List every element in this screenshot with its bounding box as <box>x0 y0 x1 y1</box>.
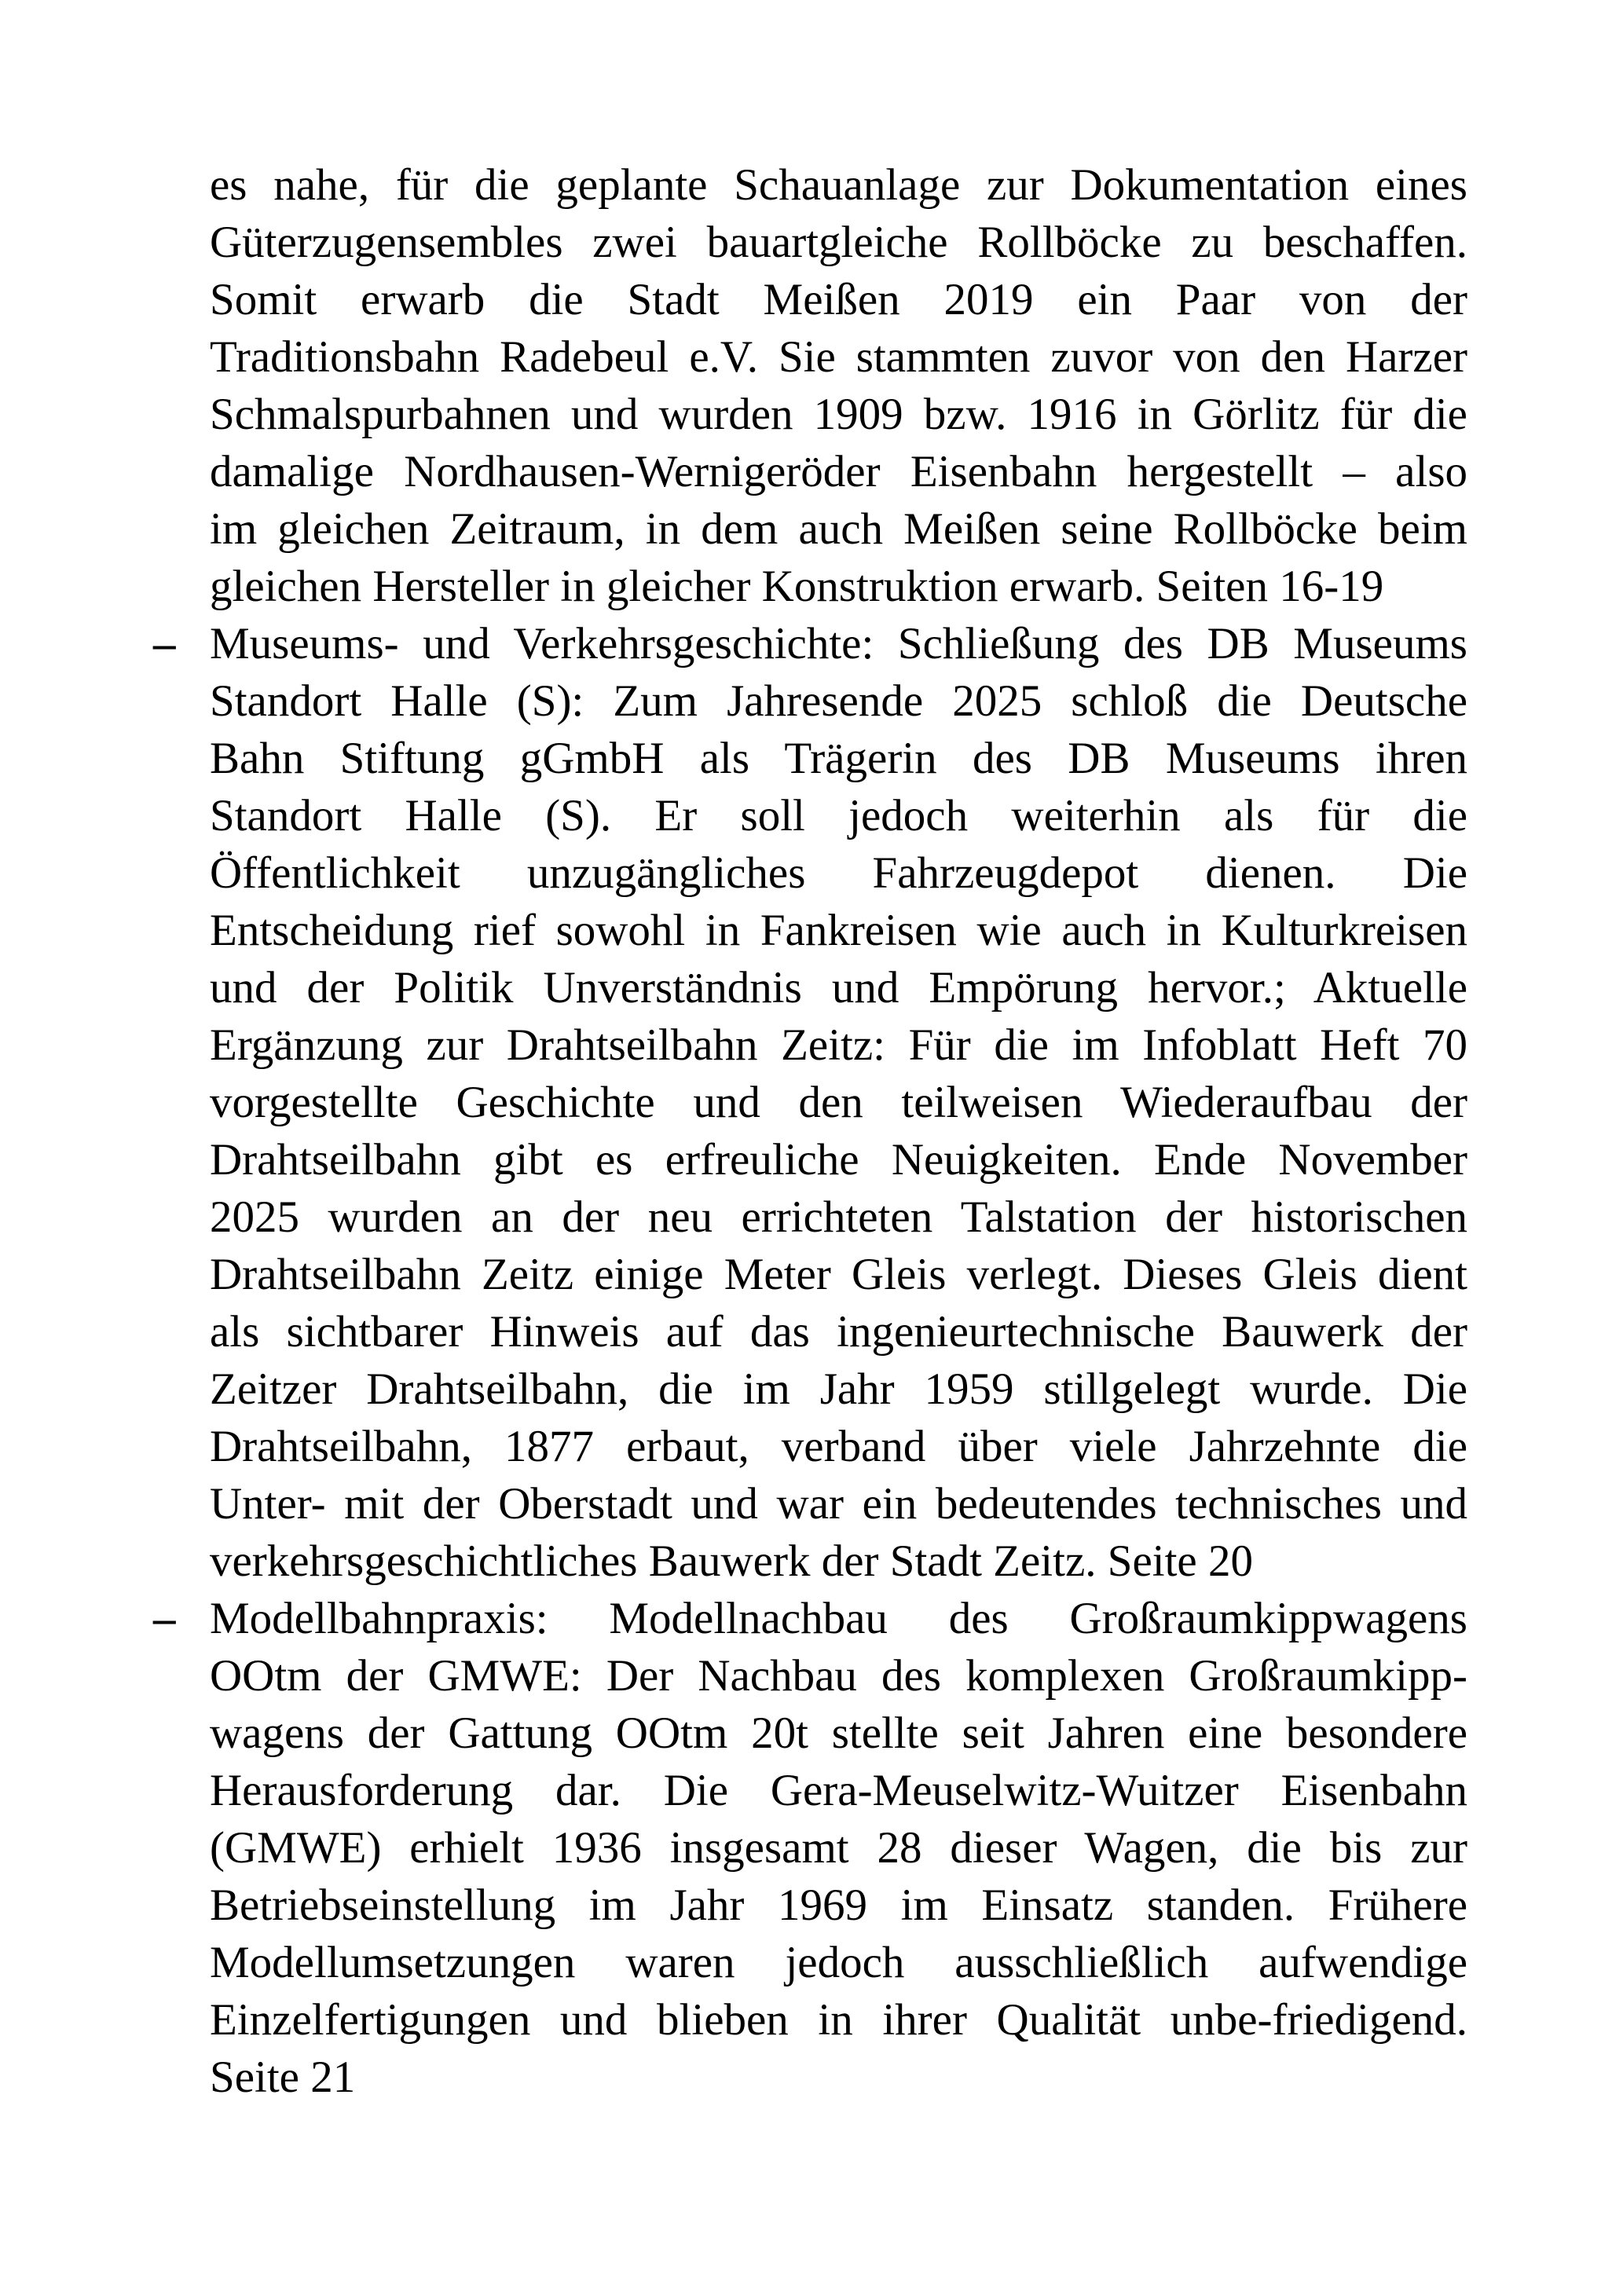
text-line: es nahe, für die geplante Schauanlage zur Dokumentation eines <box>210 160 1467 210</box>
text-line: Standort Halle (S): Zum Jahresende 2025 schloß die Deutsche <box>210 676 1467 726</box>
list-dash-marker: – <box>153 619 176 668</box>
text-line: im gleichen Zeitraum, in dem auch Meißen seine Rollböcke beim <box>210 504 1467 554</box>
text-line: Herausforderung dar. Die Gera-Meuselwitz-Wuitzer Eisenbahn <box>210 1766 1467 1815</box>
text-line: als sichtbarer Hinweis auf das ingenieurtechnische Bauwerk der <box>210 1307 1467 1357</box>
text-line: Traditionsbahn Radebeul e.V. Sie stammten zuvor von den Harzer <box>210 332 1467 382</box>
text-line: Seite 21 <box>210 2052 356 2102</box>
text-line: Drahtseilbahn, 1877 erbaut, verband über viele Jahrzehnte die <box>210 1422 1467 1471</box>
list-item <box>153 1590 1467 2106</box>
list-item <box>153 615 1467 1590</box>
text-line: Drahtseilbahn gibt es erfreuliche Neuigkeiten. Ende November <box>210 1135 1467 1185</box>
text-line: Entscheidung rief sowohl in Fankreisen wie auch in Kulturkreisen <box>210 906 1467 955</box>
text-line: Unter- mit der Oberstadt und war ein bedeutendes technisches und <box>210 1479 1467 1529</box>
text-line: Öffentlichkeit unzugängliches Fahrzeugdepot dienen. Die <box>210 848 1467 898</box>
text-line: Ergänzung zur Drahtseilbahn Zeitz: Für die im Infoblatt Heft 70 <box>210 1020 1467 1070</box>
text-line: Somit erwarb die Stadt Meißen 2019 ein Paar von der <box>210 275 1467 324</box>
text-line: Standort Halle (S). Er soll jedoch weiterhin als für die <box>210 791 1467 840</box>
text-line: gleichen Hersteller in gleicher Konstruktion erwarb. Seiten 16-19 <box>210 562 1384 611</box>
text-line: OOtm der GMWE: Der Nachbau des komplexen Großraumkipp- <box>210 1651 1467 1701</box>
text-line: damalige Nordhausen-Wernigeröder Eisenbahn hergestellt – also <box>210 447 1467 496</box>
text-line: Museums- und Verkehrsgeschichte: Schließung des DB Museums <box>210 619 1467 668</box>
text-line: Schmalspurbahnen und wurden 1909 bzw. 1916 in Görlitz für die <box>210 390 1467 439</box>
text-line: (GMWE) erhielt 1936 insgesamt 28 dieser Wagen, die bis zur <box>210 1823 1467 1873</box>
paragraph <box>210 156 1467 615</box>
text-line: Modellbahnpraxis: Modellnachbau des Großraumkippwagens <box>210 1594 1467 1643</box>
text-line: Einzelfertigungen und blieben in ihrer Qualität unbe-friedigend. <box>210 1995 1467 2045</box>
text-line: Bahn Stiftung gGmbH als Trägerin des DB Museums ihren <box>210 734 1467 783</box>
list-dash-marker: – <box>153 1594 176 1643</box>
text-line: und der Politik Unverständnis und Empörung hervor.; Aktuelle <box>210 963 1467 1013</box>
text-line: verkehrsgeschichtliches Bauwerk der Stadt Zeitz. Seite 20 <box>210 1536 1253 1586</box>
text-line: Betriebseinstellung im Jahr 1969 im Einsatz standen. Frühere <box>210 1880 1467 1930</box>
text-line: Drahtseilbahn Zeitz einige Meter Gleis verlegt. Dieses Gleis dient <box>210 1250 1467 1299</box>
text-line: Zeitzer Drahtseilbahn, die im Jahr 1959 stillgelegt wurde. Die <box>210 1364 1467 1414</box>
text-line: vorgestellte Geschichte und den teilweisen Wiederaufbau der <box>210 1078 1467 1127</box>
page-content <box>153 156 1467 2106</box>
text-line: 2025 wurden an der neu errichteten Talstation der historischen <box>210 1192 1467 1242</box>
text-line: Güterzugensembles zwei bauartgleiche Rollböcke zu beschaffen. <box>210 218 1467 267</box>
text-line: wagens der Gattung OOtm 20t stellte seit Jahren eine besondere <box>210 1708 1467 1758</box>
text-line: Modellumsetzungen waren jedoch ausschließlich aufwendige <box>210 1938 1467 1987</box>
